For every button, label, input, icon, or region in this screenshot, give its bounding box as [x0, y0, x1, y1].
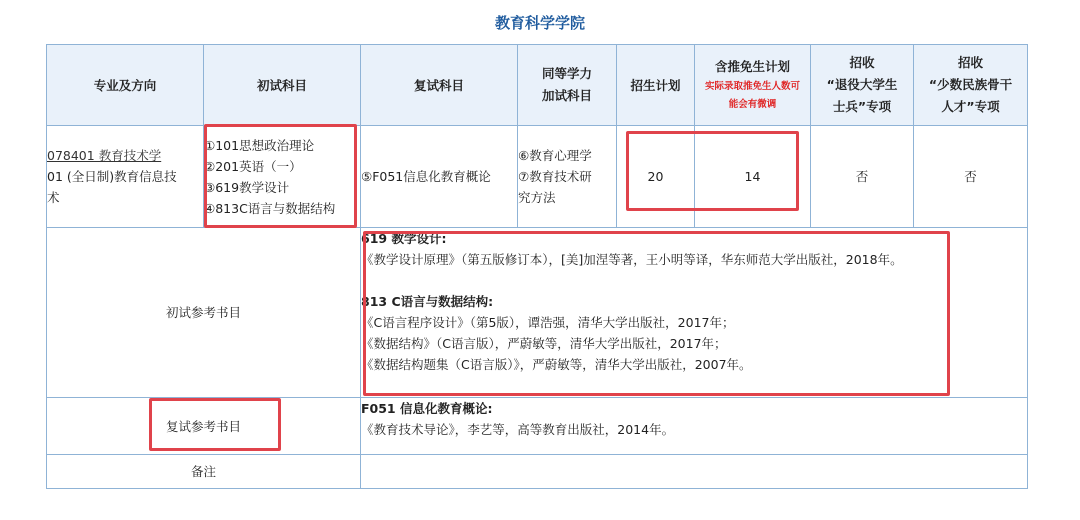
- major-code-link[interactable]: 078401 教育技术学: [47, 148, 162, 163]
- ref-item: 《C语言程序设计》（第5版），谭浩强，清华大学出版社，2017年；: [361, 315, 735, 330]
- retest-refs-content: [361, 398, 1028, 455]
- major-direction-line2: 术: [47, 190, 60, 205]
- initial-refs-row: [47, 228, 1028, 398]
- major-cell: [47, 126, 204, 228]
- ref-item: 《教育技术导论》，李艺等，高等教育出版社，2014年。: [361, 422, 675, 437]
- header-exempt-note-line1: 实际录取推免生人数可: [704, 81, 800, 92]
- initial-subject-item: ④813C语言与数据结构: [204, 200, 336, 216]
- equivalent-subject-line2: ⑦教育技术研: [518, 169, 592, 184]
- exempt-plan-value: 14: [695, 126, 811, 228]
- header-major: 专业及方向: [47, 45, 204, 126]
- header-equivalent-line1: 同等学力: [541, 66, 592, 81]
- header-veterans-line2: “退役大学生: [826, 77, 898, 92]
- header-veterans: [811, 45, 914, 126]
- ref-item: 《数据结构题集（C语言版）》，严蔚敏等，清华大学出版社，2007年。: [361, 357, 752, 372]
- header-exempt-plan-label: 含推免生计划: [714, 59, 790, 74]
- ref-spacer: [361, 270, 1027, 291]
- equivalent-subject-line3: 究方法: [518, 190, 556, 205]
- header-veterans-line3: 士兵”专项: [832, 99, 892, 114]
- remarks-label: 备注: [47, 455, 361, 489]
- equivalent-subject-line1: ⑥教育心理学: [518, 148, 592, 163]
- header-enrollment-plan: 招生计划: [617, 45, 695, 126]
- header-veterans-line1: 招收: [849, 55, 875, 70]
- retest-refs-row: [47, 398, 1028, 455]
- admission-table: [46, 44, 1028, 489]
- header-equivalent-subjects: [518, 45, 617, 126]
- header-minority-line3: 人才”专项: [941, 99, 1000, 114]
- ref-item: 《教学设计原理》（第五版修订本），[美]加涅等著，王小明等译，华东师范大学出版社，2018年。: [361, 252, 903, 267]
- retest-subject-cell: ⑤F051信息化教育概论: [361, 126, 518, 228]
- header-equivalent-line2: 加试科目: [541, 88, 592, 103]
- header-retest-subjects: 复试科目: [361, 45, 518, 126]
- header-minority-line2: “少数民族骨干: [928, 77, 1013, 92]
- ref-heading-619: 619 教学设计:: [361, 231, 447, 246]
- header-initial-subjects: 初试科目: [204, 45, 361, 126]
- initial-refs-content: [361, 228, 1028, 398]
- initial-subject-item: ③619教学设计: [204, 179, 290, 195]
- retest-refs-label: 复试参考书目: [47, 398, 361, 455]
- veterans-value: 否: [811, 126, 914, 228]
- program-row: [47, 126, 1028, 228]
- ref-heading-f051: F051 信息化教育概论:: [361, 401, 493, 416]
- header-exempt-plan: [695, 45, 811, 126]
- page-title: 教育科学学院: [494, 14, 585, 32]
- initial-subject-item: ①101思想政治理论: [204, 137, 315, 153]
- remarks-row: [47, 455, 1028, 489]
- ref-heading-813: 813 C语言与数据结构:: [361, 294, 494, 309]
- header-minority-line1: 招收: [957, 55, 983, 70]
- initial-subjects-cell: [204, 126, 361, 228]
- enrollment-plan-value: 20: [617, 126, 695, 228]
- initial-refs-label: 初试参考书目: [47, 228, 361, 398]
- header-row: [47, 45, 1028, 126]
- equivalent-subjects-cell: [518, 126, 617, 228]
- initial-subject-item: ②201英语（一）: [204, 158, 302, 174]
- ref-item: 《数据结构》（C语言版），严蔚敏等，清华大学出版社，2017年；: [361, 336, 727, 351]
- minority-value: 否: [914, 126, 1028, 228]
- header-minority: [914, 45, 1028, 126]
- major-direction-line1: 01 (全日制)教育信息技: [47, 169, 177, 184]
- remarks-value: [361, 455, 1028, 489]
- header-exempt-note-line2: 能会有微调: [728, 99, 777, 110]
